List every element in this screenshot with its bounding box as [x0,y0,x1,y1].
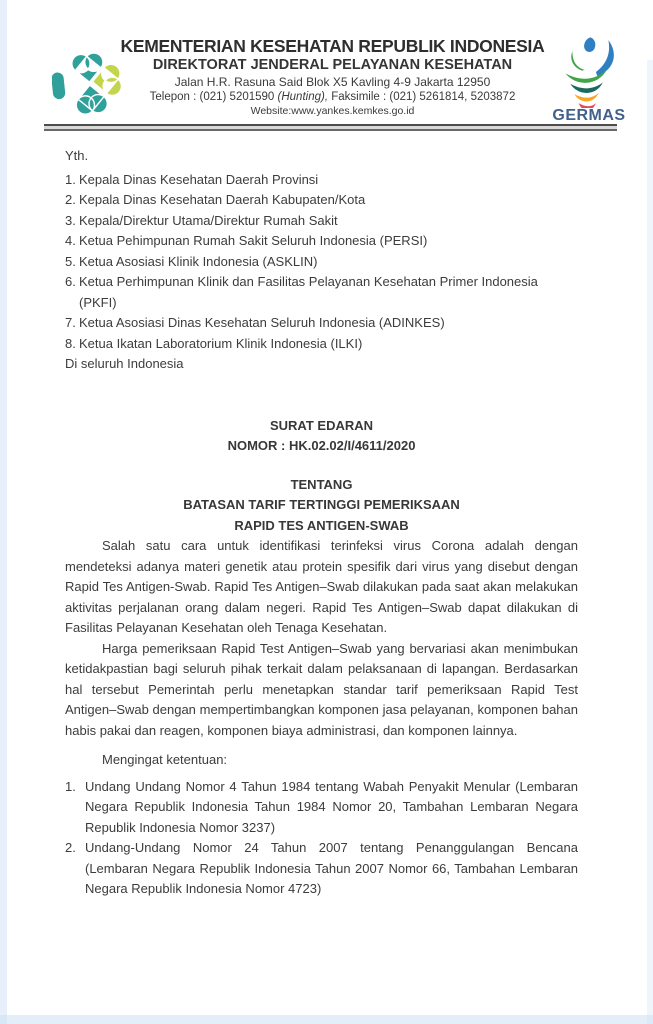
fax-numbers: Faksimile : (021) 5261814, 5203872 [328,91,516,103]
recipient-text: Ketua Ikatan Laboratorium Klinik Indonesia (ILKI) [79,335,363,351]
letterhead-text [118,36,547,118]
recipient-item [65,190,578,211]
recipient-item [65,313,578,334]
recipient-number: 4. [65,233,76,248]
considering-label: Mengingat ketentuan: [102,752,228,767]
salutation: Yth. [65,148,89,163]
subject-line-1: BATASAN TARIF TERTINGGI PEMERIKSAAN [183,497,460,512]
phone-prefix: Telepon : (021) 5201590 [149,91,278,103]
recipient-number: 3. [65,212,76,228]
kemenkes-logo-icon [52,36,124,120]
legal-basis-item [65,838,578,900]
letterhead-divider [44,124,617,131]
letterhead [0,34,653,126]
directorate-name: DIREKTORAT JENDERAL PELAYANAN KESEHATAN [152,57,513,73]
legal-basis-item [65,777,578,839]
recipient-number: 5. [65,253,76,269]
recipient-number: 8. [65,335,76,351]
legal-basis-number: 2. [65,840,76,855]
kemenkes-logo-capsule [52,72,66,100]
scan-edge-bottom [0,1015,653,1024]
recipient-text: Ketua Perhimpunan Klinik dan Fasilitas Pelayanan Kesehatan Primer Indonesia (PKFI) [79,274,538,310]
germas-figure-icon [550,36,628,108]
recipient-item [65,334,578,355]
recipient-number: 7. [65,315,76,330]
title-gap [65,457,578,475]
germas-crescent-dark-green [570,82,603,93]
legal-basis-text: Undang Undang Nomor 4 Tahun 1984 tentang Wabah Penyakit Menular (Lembaran Negara Republik Indonesia Tahun 1984 Nomor 20, Tambahan Lembaran Negara Republik Indonesia Nomor 3237) [85,778,578,835]
recipient-list [65,170,578,355]
legal-basis-list [65,777,578,900]
scan-edge-right [647,60,653,1024]
recipient-item [65,170,578,191]
document-title-block [65,416,578,537]
document-number: NOMOR : HK.02.02/I/4611/2020 [227,438,416,453]
recipient-number: 1. [65,171,76,187]
website-line: Website:www.yankes.kemkes.go.id [250,105,415,117]
germas-logo [539,36,639,125]
legal-basis-text: Undang-Undang Nomor 24 Tahun 2007 tentang Penanggulangan Bencana (Lembaran Negara Republik Indonesia Tahun 2007 Nomor 66, Tambahan Lembaran Negara Republik Indonesia Nomor 4723) [85,840,578,896]
recipient-text: Kepala/Direktur Utama/Direktur Rumah Sakit [79,212,338,228]
recipient-item [65,211,578,232]
recipient-item [65,231,578,252]
germas-crescent-orange [574,93,598,102]
phone-fax-line [118,90,547,105]
phone-hunting: (Hunting), [277,91,329,103]
recipient-number: 6. [65,274,76,289]
germas-head [584,37,595,52]
recipient-text: Kepala Dinas Kesehatan Daerah Kabupaten/Kota [79,192,366,207]
document-type: SURAT EDARAN [269,417,374,433]
recipient-closing: Di seluruh Indonesia [65,356,184,371]
germas-label: GERMAS [552,107,626,124]
office-address: Jalan H.R. Rasuna Said Blok X5 Kavling 4-9 Jakarta 12950 [174,75,491,89]
paragraph-2: Harga pemeriksaan Rapid Test Antigen–Swab yang bervariasi akan menimbukan ketidakpastian bagi seluruh pihak terkait dalam pelaksanaan di lapangan. Berdasarkan hal tersebut Pemerintah perlu menetapkan standar tarif pemeriksaan Rapid Test Antigen–Swab dengan mempertimbangkan komponen jasa pelayanan, komponen bahan habis pakai dan reagen, komponen biaya administrasi, dan komponen lainnya. [65,640,578,738]
paragraph-1: Salah satu cara untuk identifikasi terinfeksi virus Corona adalah dengan mendeteksi adanya materi genetik atau protein spesifik dari virus yang disebut dengan Rapid Tes Antigen-Swab. Rapid Tes Antigen–Swab dilakukan pada saat akan melakukan aktivitas perjalanan orang dalam negeri. Rapid Tes Antigen–Swab dapat dilakukan di Fasilitas Pelayanan Kesehatan oleh Tenaga Kesehatan. [65,538,578,635]
recipient-text: Kepala Dinas Kesehatan Daerah Provinsi [79,171,319,187]
recipient-text: Ketua Asosiasi Dinas Kesehatan Seluruh Indonesia (ADINKES) [79,315,445,330]
tentang-label: TENTANG [290,476,353,492]
letter-body [65,146,578,900]
subject-line-2: RAPID TES ANTIGEN-SWAB [234,517,409,533]
recipient-number: 2. [65,192,76,207]
ministry-name: KEMENTERIAN KESEHATAN REPUBLIK INDONESIA [120,36,545,56]
recipient-item [65,272,578,313]
recipient-text: Ketua Pehimpunan Rumah Sakit Seluruh Indonesia (PERSI) [79,233,428,248]
germas-right-arm [596,40,614,76]
recipient-text: Ketua Asosiasi Klinik Indonesia (ASKLIN) [79,253,318,269]
legal-basis-number: 1. [65,778,76,794]
germas-left-arm [571,51,585,70]
recipient-item [65,252,578,273]
scan-edge-left [0,0,7,1024]
